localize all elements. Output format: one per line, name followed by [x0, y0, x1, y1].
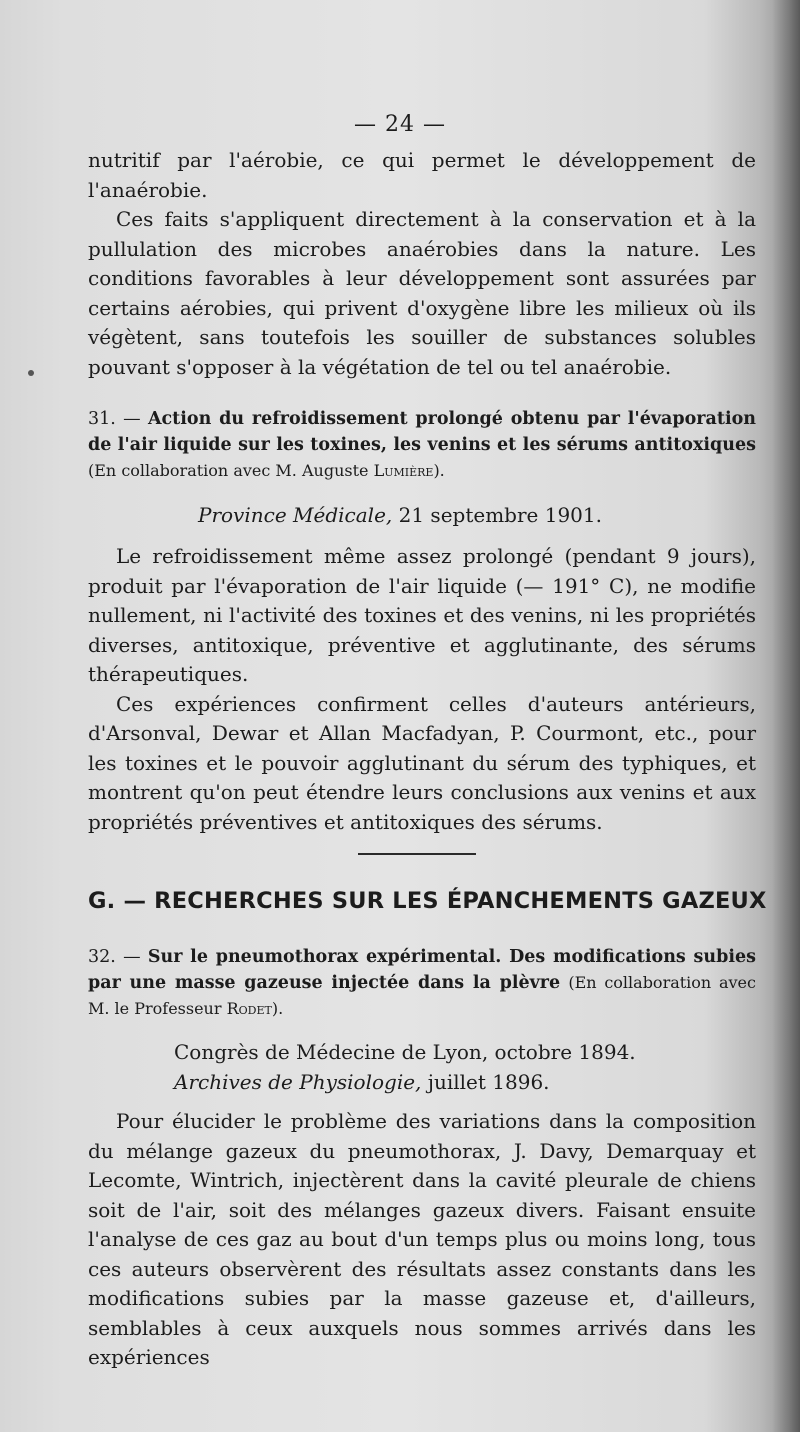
entry-31-number: 31. — [88, 409, 141, 429]
ink-speck [28, 370, 34, 376]
paragraph-continuation: nutritif par l'aérobie, ce qui permet le développement de l'anaérobie. [88, 148, 756, 202]
page-edge-shadow [772, 0, 800, 1432]
entry-32-collab-name: Rodet [226, 999, 272, 1018]
paragraph-pneumothorax: Pour élucider le problème des variations dans la composition du mélange gazeux du pneumothorax, J. Davy, Demarquay et Lecomte, Wintrich, injectèrent dans la cavité pleurale de chiens soit de l'air, soit des mélanges gazeux divers. Faisant ensuite l'analyse de ces gaz au bout d'un temps plus ou moins long, tous ces auteurs observèrent des résultats assez constants dans les modifications subies par la masse gazeuse et, d'ailleurs, semblables à ceux auxquels nous sommes arrivés dans les expériences [88, 1109, 756, 1369]
paragraph-experiences: Ces expériences confirment celles d'auteurs antérieurs, d'Arsonval, Dewar et Allan Macfadyan, P. Courmont, etc., pour les toxines et le pouvoir agglutinant du sérum des typhiques, et montrent qu'on peut étendre leurs conclusions aux venins et aux propriétés préventives et antitoxiques des sérums. [88, 691, 756, 834]
entry-31-journal: Province Médicale, [198, 503, 393, 527]
entry-31-collaboration [88, 461, 445, 480]
paragraph-anaerobes: Ces faits s'appliquent directement à la conservation et à la pullulation des microbes anaérobies dans la nature. Les conditions favorables à leur développement sont assurées par certains aérobies, qui privent d'oxygène libre les milieux où ils végètent, sans toutefois les souiller de substances solubles pouvant s'opposer à la végétation de tel ou tel anaérobie. [88, 207, 756, 379]
entry-32-citation-congress: Congrès de Médecine de Lyon, octobre 1894. [174, 1040, 636, 1064]
entry-31-collab-prefix: (En collaboration avec M. Auguste [88, 461, 369, 480]
entry-31-body [88, 542, 756, 837]
entry-32-heading [88, 944, 756, 1022]
entry-32-citation-archives [174, 1067, 754, 1097]
entry-31-title: Action du refroidissement prolongé obtenu par l'évaporation de l'air liquide sur les toxines, les venins et les sérums antitoxiques [88, 409, 756, 455]
entry-32-citation [174, 1037, 754, 1097]
entry-31-collab-suffix: ). [433, 461, 445, 480]
entry-32-collab-prefix: (En collaboration avec M. le Professeur [88, 973, 756, 1018]
entry-31-date: 21 septembre 1901. [398, 503, 602, 527]
entry-32-title: Sur le pneumothorax expérimental. Des modifications subies par une masse gazeuse injectée dans la plèvre [88, 947, 756, 993]
entry-32-body [88, 1107, 756, 1373]
page-number: — 24 — [354, 112, 446, 137]
entry-32-date: juillet 1896. [427, 1070, 550, 1094]
top-text-block [88, 146, 756, 382]
entry-31-heading [88, 406, 756, 484]
entry-32-collab-suffix: ). [271, 999, 284, 1018]
section-g-heading: G. — RECHERCHES SUR LES ÉPANCHEMENTS GAZEUX [88, 888, 767, 914]
entry-31-citation [0, 500, 800, 530]
entry-32-number: 32. — [88, 947, 141, 967]
entry-31-collab-name: Lumière [373, 461, 434, 480]
paragraph-refroidissement: Le refroidissement même assez prolongé (pendant 9 jours), produit par l'évaporation de l'air liquide (— 191° C), ne modifie nullement, ni l'activité des toxines et des venins, ni les propriétés diverses, antitoxique, préventive et agglutinante, des sérums thérapeutiques. [88, 544, 756, 686]
entry-32-journal: Archives de Physiologie, [174, 1070, 422, 1094]
section-divider [358, 853, 476, 855]
